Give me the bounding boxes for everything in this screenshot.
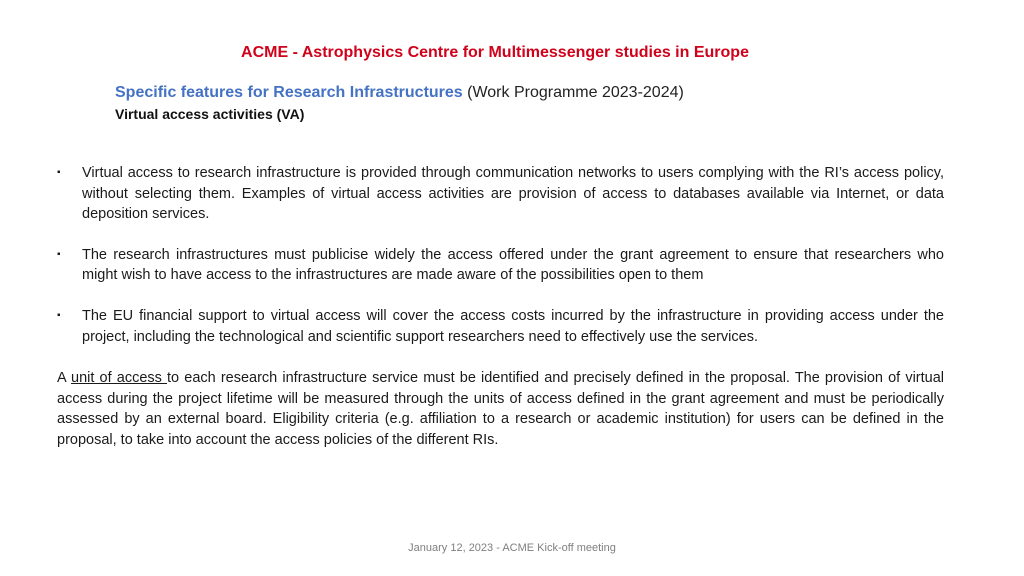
bullet-list <box>57 163 944 367</box>
bullet-item <box>57 163 944 225</box>
bullet-text: The EU financial support to virtual access will cover the access costs incurred by the infrastructure in providing access under the project, including the technological and scientific support researchers need to effectively use the services. <box>82 307 944 345</box>
section-heading: Virtual access activities (VA) <box>115 106 305 122</box>
bullet-square-icon: ▪ <box>57 248 61 260</box>
unit-of-access-link[interactable]: unit of access <box>71 370 168 386</box>
bullet-item <box>57 245 944 286</box>
bullet-square-icon: ▪ <box>57 309 61 321</box>
paragraph-prefix: A <box>57 370 72 386</box>
bullet-square-icon: ▪ <box>57 167 61 178</box>
subtitle-rest: (Work Programme 2023-2024) <box>462 84 684 101</box>
slide-subtitle <box>115 84 684 102</box>
subtitle-highlight: Specific features for Research Infrastructures <box>115 84 463 101</box>
bullet-text: Virtual access to research infrastructure is provided through communication networks to users complying with the RI’s access policy, without selecting them. Examples of virtual access activities are provision of access to databases available via Internet, or data deposition services. <box>82 165 944 223</box>
bullet-text: The research infrastructures must publicise widely the access offered under the grant agreement to ensure that researchers who might wish to have access to the infrastructures are made aware of the possibilities open to them <box>82 246 944 284</box>
bullet-item <box>57 306 944 347</box>
unit-of-access-paragraph <box>57 368 944 450</box>
slide-title: ACME - Astrophysics Centre for Multimessenger studies in Europe <box>241 44 749 61</box>
paragraph-rest: to each research infrastructure service must be identified and precisely defined in the proposal. The provision of virtual access during the project lifetime will be measured through the units of access defined in the grant agreement and must be periodically assessed by an external board. Eligibility criteria (e.g. affiliation to a research or academic institution) for users can be defined in the proposal, to take into account the access policies of the different RIs. <box>57 370 945 448</box>
slide-footer: January 12, 2023 - ACME Kick-off meeting <box>408 542 616 554</box>
